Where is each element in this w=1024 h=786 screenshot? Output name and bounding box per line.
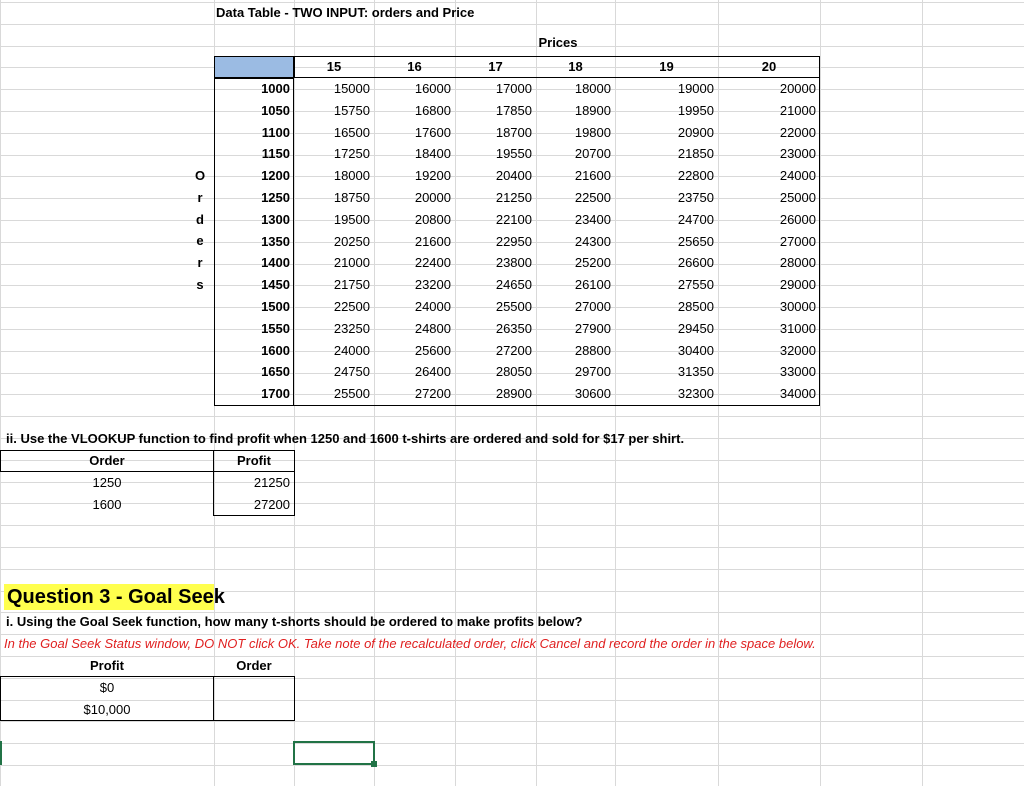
profit-cell[interactable]: 17000 (495, 81, 532, 96)
profit-cell[interactable]: 25650 (677, 234, 714, 249)
price-header-17[interactable]: 17 (488, 59, 503, 74)
price-header-18[interactable]: 18 (568, 59, 583, 74)
profit-cell[interactable]: 29450 (677, 321, 714, 336)
order-value-1700[interactable]: 1700 (261, 386, 290, 401)
profit-cell[interactable]: 28800 (574, 343, 611, 358)
goal-seek-heading: Question 3 - Goal Seek (4, 584, 214, 610)
profit-cell[interactable]: 18750 (333, 190, 370, 205)
vlookup-header-box-2 (213, 450, 295, 472)
profit-cell[interactable]: 26100 (574, 277, 611, 292)
orders-letter: e (196, 233, 204, 248)
order-value-1350[interactable]: 1350 (261, 234, 290, 249)
profit-cell[interactable]: 30400 (677, 343, 714, 358)
profit-cell[interactable]: 17600 (414, 125, 451, 140)
profit-cell[interactable]: 26350 (495, 321, 532, 336)
profit-cell[interactable]: 20700 (574, 146, 611, 161)
profit-cell[interactable]: 31000 (779, 321, 816, 336)
order-value-1550[interactable]: 1550 (261, 321, 290, 336)
profit-cell[interactable]: 25600 (414, 343, 451, 358)
profit-cell[interactable]: 22100 (495, 212, 532, 227)
profit-cell[interactable]: 26000 (779, 212, 816, 227)
price-header-16[interactable]: 16 (407, 59, 422, 74)
price-header-15[interactable]: 15 (326, 59, 342, 74)
profit-cell[interactable]: 32000 (779, 343, 816, 358)
orders-letter: O (194, 168, 206, 183)
profit-cell[interactable]: 15750 (333, 103, 370, 118)
profit-cell[interactable]: 29700 (574, 364, 611, 379)
profit-cell[interactable]: 20250 (333, 234, 370, 249)
profit-cell[interactable]: 21000 (779, 103, 816, 118)
order-value-1050[interactable]: 1050 (261, 103, 290, 118)
profit-cell[interactable]: 24800 (414, 321, 451, 336)
profit-cell[interactable]: 24750 (333, 364, 370, 379)
profit-cell[interactable]: 24300 (574, 234, 611, 249)
profit-cell[interactable]: 18400 (414, 146, 451, 161)
profit-cell[interactable]: 26400 (414, 364, 451, 379)
profit-cell[interactable]: 18900 (574, 103, 611, 118)
profit-cell[interactable]: 22500 (574, 190, 611, 205)
profit-cell[interactable]: 22800 (677, 168, 714, 183)
profit-cell[interactable]: 16800 (414, 103, 451, 118)
profit-cell[interactable]: 31350 (677, 364, 714, 379)
orders-letter: d (196, 212, 204, 227)
profit-cell[interactable]: 22000 (779, 125, 816, 140)
grid-row-line (0, 46, 1024, 47)
profit-cell[interactable]: 24000 (333, 343, 370, 358)
order-value-1600[interactable]: 1600 (261, 343, 290, 358)
profit-cell[interactable]: 27550 (677, 277, 714, 292)
price-header-20[interactable]: 20 (761, 59, 777, 74)
profit-cell[interactable]: 30600 (574, 386, 611, 401)
vlookup-profit-box (213, 471, 295, 516)
row-selection-indicator (0, 741, 2, 765)
vlookup-profit-2[interactable]: 27200 (253, 497, 290, 512)
profit-cell[interactable]: 20800 (414, 212, 451, 227)
data-table-box (214, 56, 820, 406)
profit-cell[interactable]: 21250 (495, 190, 532, 205)
profit-cell[interactable]: 25500 (333, 386, 370, 401)
profit-cell[interactable]: 23000 (779, 146, 816, 161)
profit-cell[interactable]: 34000 (779, 386, 816, 401)
vlookup-header-box (0, 450, 214, 472)
grid-row-line (0, 416, 1024, 417)
profit-cell[interactable]: 23800 (495, 255, 532, 270)
profit-cell[interactable]: 21850 (677, 146, 714, 161)
data-table-title: Data Table - TWO INPUT: orders and Price (216, 5, 475, 20)
profit-cell[interactable]: 18000 (574, 81, 611, 96)
profit-cell[interactable]: 21600 (574, 168, 611, 183)
grid-row-line (0, 2, 1024, 3)
vlookup-profit-header: Profit (237, 453, 271, 468)
profit-cell[interactable]: 30000 (779, 299, 816, 314)
goal-seek-instruction: In the Goal Seek Status window, DO NOT click OK. Take note of the recalculated order, click Cancel and record the order in the space below. (4, 636, 816, 651)
profit-cell[interactable]: 25200 (574, 255, 611, 270)
order-value-1250[interactable]: 1250 (261, 190, 290, 205)
selected-cell[interactable] (293, 741, 375, 765)
grid-row-line (0, 525, 1024, 526)
grid-col-line (820, 0, 821, 786)
profit-cell[interactable]: 28000 (779, 255, 816, 270)
profit-cell[interactable]: 16000 (414, 81, 451, 96)
vlookup-order-header: Order (89, 453, 125, 468)
profit-cell[interactable]: 19950 (677, 103, 714, 118)
profit-cell[interactable]: 27200 (495, 343, 532, 358)
profit-cell[interactable]: 22400 (414, 255, 451, 270)
goal-seek-question: i. Using the Goal Seek function, how many t-shorts should be ordered to make profits below? (6, 614, 583, 629)
profit-cell[interactable]: 25500 (495, 299, 532, 314)
profit-cell[interactable]: 22950 (495, 234, 532, 249)
goal-seek-profit-2[interactable]: $10,000 (83, 702, 131, 717)
grid-row-line (0, 547, 1024, 548)
goal-seek-order-1[interactable] (214, 677, 294, 698)
vlookup-profit-1[interactable]: 21250 (253, 475, 290, 490)
vlookup-order-1[interactable]: 1250 (92, 475, 122, 490)
goal-seek-order-header: Order (236, 658, 272, 673)
profit-cell[interactable]: 27000 (574, 299, 611, 314)
order-value-1400[interactable]: 1400 (261, 255, 290, 270)
profit-cell[interactable]: 21000 (333, 255, 370, 270)
grid-row-line (0, 24, 1024, 25)
profit-cell[interactable]: 24000 (414, 299, 451, 314)
orders-letter: s (196, 277, 204, 292)
grid-row-line (0, 765, 1024, 766)
order-value-1000[interactable]: 1000 (261, 81, 290, 96)
profit-cell[interactable]: 19000 (677, 81, 714, 96)
vlookup-order-2[interactable]: 1600 (92, 497, 122, 512)
profit-cell[interactable]: 28900 (495, 386, 532, 401)
profit-cell[interactable]: 19200 (414, 168, 451, 183)
profit-cell[interactable]: 16500 (333, 125, 370, 140)
goal-seek-profit-box (0, 676, 214, 721)
order-value-1450[interactable]: 1450 (261, 277, 290, 292)
grid-row-line (0, 721, 1024, 722)
profit-cell[interactable]: 23250 (333, 321, 370, 336)
profit-cell[interactable]: 27200 (414, 386, 451, 401)
profit-cell[interactable]: 23400 (574, 212, 611, 227)
order-value-1150[interactable]: 1150 (261, 146, 290, 161)
profit-cell[interactable]: 19550 (495, 146, 532, 161)
order-value-1300[interactable]: 1300 (261, 212, 290, 227)
orders-letter: r (197, 255, 203, 270)
profit-cell[interactable]: 20900 (677, 125, 714, 140)
grid-row-line (0, 743, 1024, 744)
goal-seek-profit-1[interactable]: $0 (99, 680, 115, 695)
fill-handle[interactable] (371, 761, 377, 767)
profit-cell[interactable]: 28500 (677, 299, 714, 314)
goal-seek-order-2[interactable] (214, 699, 294, 720)
profit-cell[interactable]: 17250 (333, 146, 370, 161)
orders-letter: r (197, 190, 203, 205)
profit-cell[interactable]: 27900 (574, 321, 611, 336)
vlookup-question: ii. Use the VLOOKUP function to find profit when 1250 and 1600 t-shirts are ordered and sold for $17 per shirt. (6, 431, 685, 446)
profit-cell[interactable]: 17850 (495, 103, 532, 118)
order-value-1100[interactable]: 1100 (261, 125, 290, 140)
profit-cell[interactable]: 19500 (333, 212, 370, 227)
profit-cell[interactable]: 25000 (779, 190, 816, 205)
profit-cell[interactable]: 24700 (677, 212, 714, 227)
profit-cell[interactable]: 22500 (333, 299, 370, 314)
goal-seek-profit-header: Profit (90, 658, 124, 673)
profit-cell[interactable]: 29000 (779, 277, 816, 292)
order-value-1500[interactable]: 1500 (261, 299, 290, 314)
grid-col-line (922, 0, 923, 786)
grid-row-line (0, 569, 1024, 570)
profit-cell[interactable]: 21750 (333, 277, 370, 292)
profit-cell[interactable]: 21600 (414, 234, 451, 249)
profit-cell[interactable]: 33000 (779, 364, 816, 379)
profit-cell[interactable]: 32300 (677, 386, 714, 401)
profit-cell[interactable]: 20000 (779, 81, 816, 96)
profit-cell[interactable]: 18000 (333, 168, 370, 183)
price-header-19[interactable]: 19 (659, 59, 674, 74)
order-value-1650[interactable]: 1650 (261, 364, 290, 379)
profit-cell[interactable]: 28050 (495, 364, 532, 379)
profit-cell[interactable]: 27000 (779, 234, 816, 249)
profit-cell[interactable]: 24000 (779, 168, 816, 183)
profit-cell[interactable]: 23750 (677, 190, 714, 205)
profit-cell[interactable]: 26600 (677, 255, 714, 270)
profit-cell[interactable]: 20400 (495, 168, 532, 183)
profit-cell[interactable]: 23200 (414, 277, 451, 292)
order-value-1200[interactable]: 1200 (261, 168, 290, 183)
profit-cell[interactable]: 19800 (574, 125, 611, 140)
profit-cell[interactable]: 18700 (495, 125, 532, 140)
profit-cell[interactable]: 15000 (333, 81, 370, 96)
profit-cell[interactable]: 24650 (495, 277, 532, 292)
profit-cell[interactable]: 20000 (414, 190, 451, 205)
prices-label: Prices (538, 35, 578, 50)
